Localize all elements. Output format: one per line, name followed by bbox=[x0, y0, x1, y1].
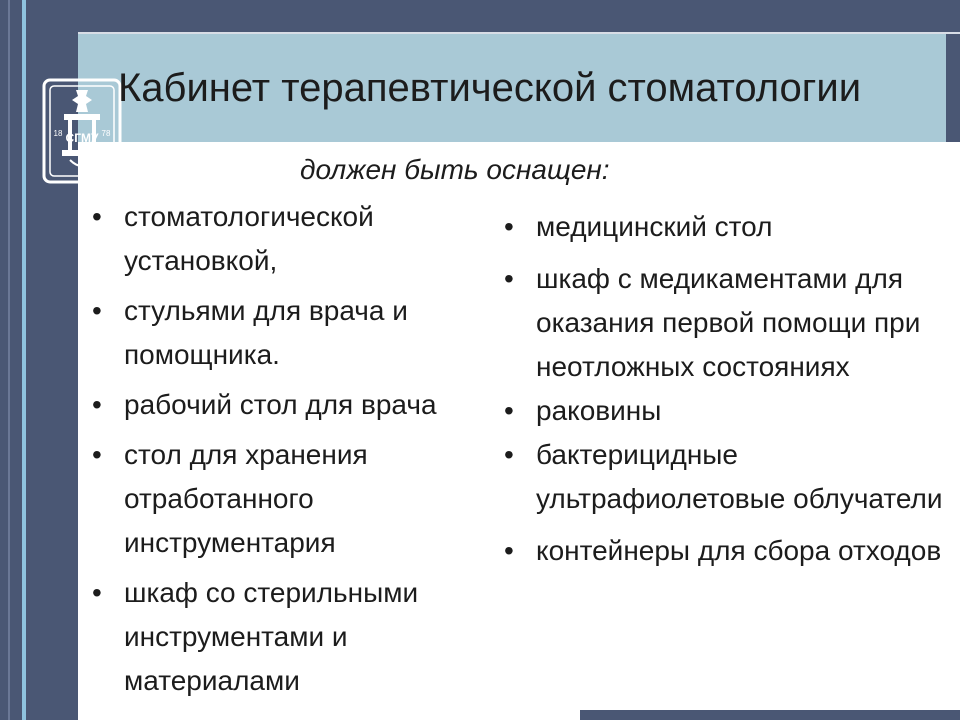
list-item bbox=[86, 195, 506, 283]
bullet-icon: • bbox=[504, 535, 514, 566]
slide-subtitle: должен быть оснащен: bbox=[300, 154, 610, 185]
list-item-text: контейнеры для сбора отходов bbox=[536, 535, 942, 566]
list-item bbox=[86, 571, 506, 703]
list-item bbox=[498, 433, 948, 521]
right-equipment-list bbox=[498, 205, 948, 573]
list-item bbox=[498, 257, 948, 389]
bullet-icon: • bbox=[504, 395, 514, 426]
logo-text: СГМУ bbox=[65, 131, 99, 145]
logo-year-left: 18 bbox=[53, 129, 63, 138]
list-item bbox=[86, 289, 506, 377]
logo-year-right: 78 bbox=[101, 129, 111, 138]
list-item-text: шкаф с медикаментами для оказания первой помощи при неотложных состояниях bbox=[536, 263, 921, 382]
bullet-icon: • bbox=[92, 201, 102, 232]
list-item bbox=[86, 433, 506, 565]
list-item-text: бактерицидные ультрафиолетовые облучатели bbox=[536, 439, 943, 514]
list-item-text: стульями для врача и помощника. bbox=[124, 295, 408, 370]
bullet-icon: • bbox=[92, 389, 102, 420]
list-item-text: стоматологической установкой, bbox=[124, 201, 374, 276]
bullet-icon: • bbox=[504, 211, 514, 242]
list-item-text: стол для хранения отработанного инструментария bbox=[124, 439, 368, 558]
list-item-text: медицинский стол bbox=[536, 211, 773, 242]
slide-title: Кабинет терапевтической стоматологии bbox=[118, 66, 862, 110]
list-item-text: рабочий стол для врача bbox=[124, 389, 437, 420]
left-equipment-list bbox=[86, 195, 506, 709]
list-item bbox=[498, 205, 948, 249]
bullet-icon: • bbox=[504, 439, 514, 470]
university-crest-icon bbox=[40, 76, 124, 186]
list-item bbox=[498, 389, 948, 433]
right-frame-bar bbox=[946, 34, 960, 142]
bullet-icon: • bbox=[504, 263, 514, 294]
bullet-icon: • bbox=[92, 577, 102, 608]
bullet-icon: • bbox=[92, 295, 102, 326]
bottom-frame-bar bbox=[580, 710, 960, 720]
top-frame-bar bbox=[0, 0, 960, 34]
left-frame-line bbox=[8, 0, 10, 720]
list-item-text: раковины bbox=[536, 395, 662, 426]
bullet-icon: • bbox=[92, 439, 102, 470]
list-item bbox=[498, 529, 948, 573]
list-item bbox=[86, 383, 506, 427]
list-item-text: шкаф со стерильными инструментами и материалами bbox=[124, 577, 419, 696]
left-frame-accent bbox=[22, 0, 26, 720]
